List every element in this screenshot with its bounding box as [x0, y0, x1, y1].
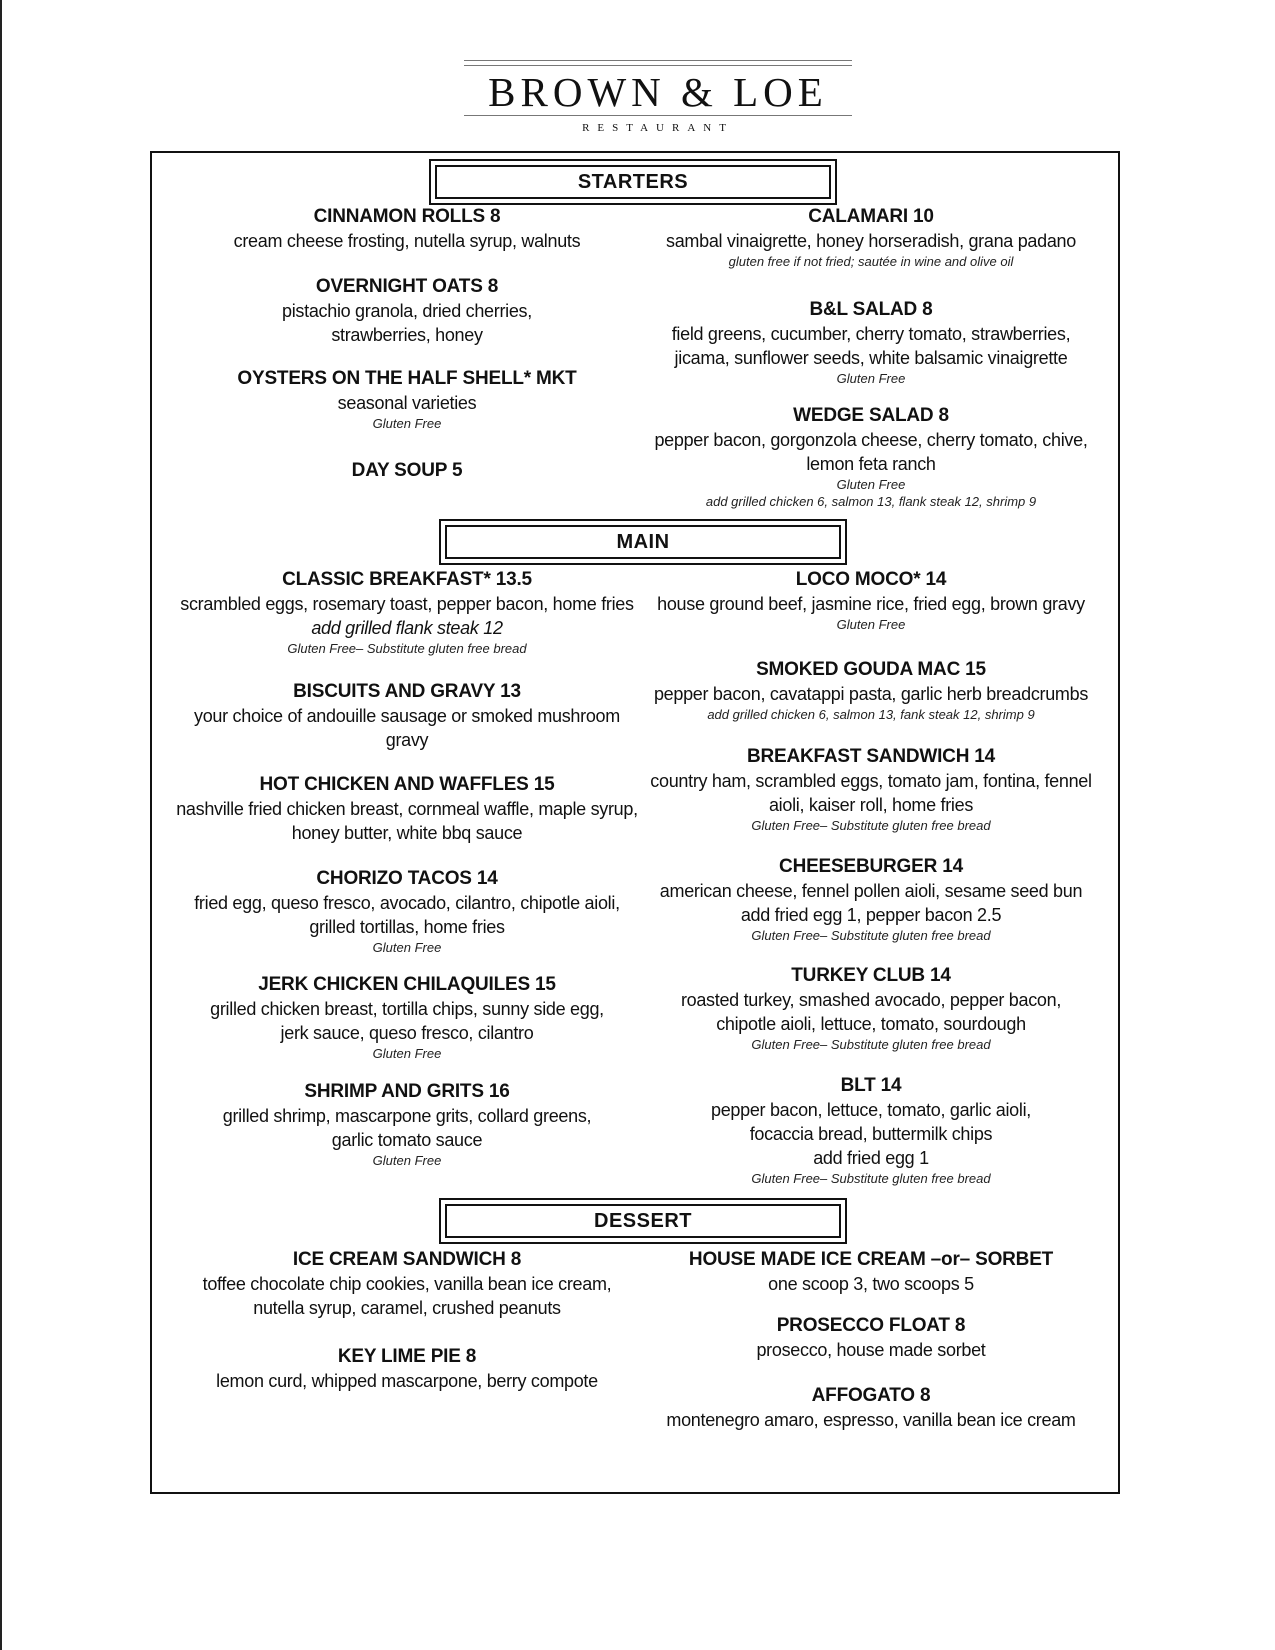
menu-item [167, 1080, 647, 1169]
menu-item-description: jicama, sunflower seeds, white balsamic vinaigrette [674, 348, 1068, 368]
menu-item-description: montenegro amaro, espresso, vanilla bean ice cream [666, 1410, 1076, 1430]
menu-item-note: Gluten Free– Substitute gluten free bread [751, 1171, 991, 1186]
menu-item-note: Gluten Free– Substitute gluten free bread [287, 641, 527, 656]
menu-item-title: SHRIMP AND GRITS 16 [304, 1081, 510, 1102]
logo-rule [464, 65, 852, 66]
menu-item-note: Gluten Free [372, 940, 442, 955]
menu-item [631, 1074, 1111, 1187]
menu-item-note: Gluten Free [372, 1046, 442, 1061]
menu-item-title: AFFOGATO 8 [811, 1385, 931, 1406]
menu-item-title: BREAKFAST SANDWICH 14 [746, 746, 996, 767]
logo-rule [464, 115, 852, 116]
menu-item-note: Gluten Free [836, 371, 906, 386]
menu-item-description: roasted turkey, smashed avocado, pepper bacon, [680, 990, 1062, 1010]
menu-item-description: seasonal varieties [337, 393, 477, 413]
menu-item [631, 964, 1111, 1053]
restaurant-subtitle: RESTAURANT [582, 122, 734, 134]
restaurant-logo [464, 60, 852, 136]
menu-item-description: lemon feta ranch [806, 454, 936, 474]
menu-item [167, 1248, 647, 1320]
menu-item-note: Gluten Free [372, 416, 442, 431]
menu-item [631, 1248, 1111, 1296]
menu-item [631, 298, 1111, 387]
menu-item-note: Gluten Free– Substitute gluten free bread [751, 928, 991, 943]
section-header-dessert [439, 1198, 847, 1244]
menu-item-description: lemon curd, whipped mascarpone, berry compote [216, 1371, 598, 1391]
menu-item-description: strawberries, honey [331, 325, 483, 345]
menu-item-note: Gluten Free [372, 1153, 442, 1168]
menu-item [631, 205, 1111, 270]
menu-item-title: B&L SALAD 8 [809, 299, 933, 320]
menu-item-description: honey butter, white bbq sauce [291, 823, 523, 843]
section-header-main [439, 519, 847, 565]
menu-item [167, 205, 647, 253]
menu-item-description: nutella syrup, caramel, crushed peanuts [253, 1298, 561, 1318]
menu-item-description: fried egg, queso fresco, avocado, cilantro, chipotle aioli, [194, 893, 620, 913]
logo-rule [464, 60, 852, 61]
menu-item-description: add fried egg 1 [813, 1148, 929, 1168]
menu-item-note: gluten free if not fried; sautée in wine and olive oil [728, 254, 1014, 269]
menu-item [167, 867, 647, 956]
menu-item-title: JERK CHICKEN CHILAQUILES 15 [258, 974, 556, 995]
menu-item-note: add grilled chicken 6, salmon 13, fank steak 12, shrimp 9 [707, 707, 1035, 722]
menu-item-title: HOT CHICKEN AND WAFFLES 15 [259, 774, 555, 795]
menu-item-note: Gluten Free [836, 617, 906, 632]
section-title: MAIN [445, 525, 841, 559]
menu-item-description: chipotle aioli, lettuce, tomato, sourdough [716, 1014, 1026, 1034]
menu-item-description: garlic tomato sauce [331, 1130, 483, 1150]
menu-item-note: Gluten Free [836, 477, 906, 492]
menu-item-title: SMOKED GOUDA MAC 15 [756, 659, 986, 680]
menu-item-description: pistachio granola, dried cherries, [282, 301, 532, 321]
menu-item-description: field greens, cucumber, cherry tomato, strawberries, [671, 324, 1071, 344]
menu-item-description: grilled chicken breast, tortilla chips, sunny side egg, [210, 999, 604, 1019]
section-title: DESSERT [445, 1204, 841, 1238]
menu-item-description: scrambled eggs, rosemary toast, pepper bacon, home fries [180, 594, 634, 614]
menu-item-description: pepper bacon, lettuce, tomato, garlic aioli, [711, 1100, 1031, 1120]
menu-item-title: BISCUITS AND GRAVY 13 [293, 681, 521, 702]
section-header-starters [429, 159, 837, 205]
menu-item-title: CALAMARI 10 [808, 206, 934, 227]
section-title: STARTERS [435, 165, 831, 199]
menu-item-title: TURKEY CLUB 14 [791, 965, 951, 986]
menu-item-description: your choice of andouille sausage or smoked mushroom [194, 706, 620, 726]
menu-item-title: KEY LIME PIE 8 [337, 1346, 477, 1367]
menu-item [631, 658, 1111, 723]
menu-item-description: aioli, kaiser roll, home fries [768, 795, 974, 815]
menu-item-title: DAY SOUP 5 [351, 460, 463, 481]
menu-item-description: cream cheese frosting, nutella syrup, walnuts [233, 231, 581, 251]
menu-item-note: add grilled chicken 6, salmon 13, flank steak 12, shrimp 9 [705, 494, 1037, 509]
menu-item [631, 855, 1111, 944]
menu-item-description: prosecco, house made sorbet [756, 1340, 986, 1360]
menu-item-description: add fried egg 1, pepper bacon 2.5 [740, 905, 1002, 925]
menu-item-description: one scoop 3, two scoops 5 [768, 1274, 974, 1294]
menu-item-title: PROSECCO FLOAT 8 [776, 1315, 966, 1336]
menu-item-description: pepper bacon, cavatappi pasta, garlic herb breadcrumbs [653, 684, 1089, 704]
menu-item-description: pepper bacon, gorgonzola cheese, cherry tomato, chive, [654, 430, 1088, 450]
menu-item-description: grilled tortillas, home fries [309, 917, 505, 937]
menu-item-title: LOCO MOCO* 14 [795, 569, 947, 590]
menu-item [631, 1384, 1111, 1432]
menu-item [631, 745, 1111, 834]
menu-item-title: OVERNIGHT OATS 8 [315, 276, 499, 297]
menu-item [167, 367, 647, 432]
menu-item-description: gravy [385, 730, 429, 750]
menu-item [631, 1314, 1111, 1362]
menu-item-title: CINNAMON ROLLS 8 [313, 206, 501, 227]
menu-item-description: jerk sauce, queso fresco, cilantro [280, 1023, 534, 1043]
menu-item-addon: add grilled flank steak 12 [311, 618, 503, 638]
menu-item-description: country ham, scrambled eggs, tomato jam, fontina, fennel [650, 771, 1092, 791]
menu-item-description: toffee chocolate chip cookies, vanilla bean ice cream, [202, 1274, 612, 1294]
menu-item [167, 773, 647, 845]
menu-item-title: ICE CREAM SANDWICH 8 [292, 1249, 522, 1270]
menu-item-title: CLASSIC BREAKFAST* 13.5 [282, 569, 532, 590]
page-edge-line [0, 0, 2, 1650]
restaurant-name: BROWN & LOE [488, 69, 828, 115]
menu-item-title: OYSTERS ON THE HALF SHELL* MKT [237, 368, 577, 389]
menu-item-title: HOUSE MADE ICE CREAM –or– SORBET [688, 1249, 1054, 1270]
menu-item-description: sambal vinaigrette, honey horseradish, grana padano [666, 231, 1076, 251]
menu-item-description: grilled shrimp, mascarpone grits, collard greens, [222, 1106, 592, 1126]
menu-item-note: Gluten Free– Substitute gluten free bread [751, 1037, 991, 1052]
menu-item-description: focaccia bread, buttermilk chips [749, 1124, 993, 1144]
menu-item [167, 680, 647, 752]
menu-item [167, 568, 647, 657]
menu-item-title: CHEESEBURGER 14 [779, 856, 963, 877]
menu-item-title: WEDGE SALAD 8 [793, 405, 949, 426]
menu-item [167, 1345, 647, 1393]
menu-item-title: BLT 14 [840, 1075, 902, 1096]
menu-item [631, 404, 1111, 510]
menu-item-description: nashville fried chicken breast, cornmeal waffle, maple syrup, [176, 799, 638, 819]
menu-item-description: house ground beef, jasmine rice, fried egg, brown gravy [657, 594, 1085, 614]
menu-item-description: american cheese, fennel pollen aioli, sesame seed bun [659, 881, 1083, 901]
menu-item [167, 459, 647, 483]
menu-item [167, 973, 647, 1062]
menu-item [167, 275, 647, 347]
menu-item-note: Gluten Free– Substitute gluten free bread [751, 818, 991, 833]
menu-item [631, 568, 1111, 633]
menu-item-title: CHORIZO TACOS 14 [316, 868, 498, 889]
